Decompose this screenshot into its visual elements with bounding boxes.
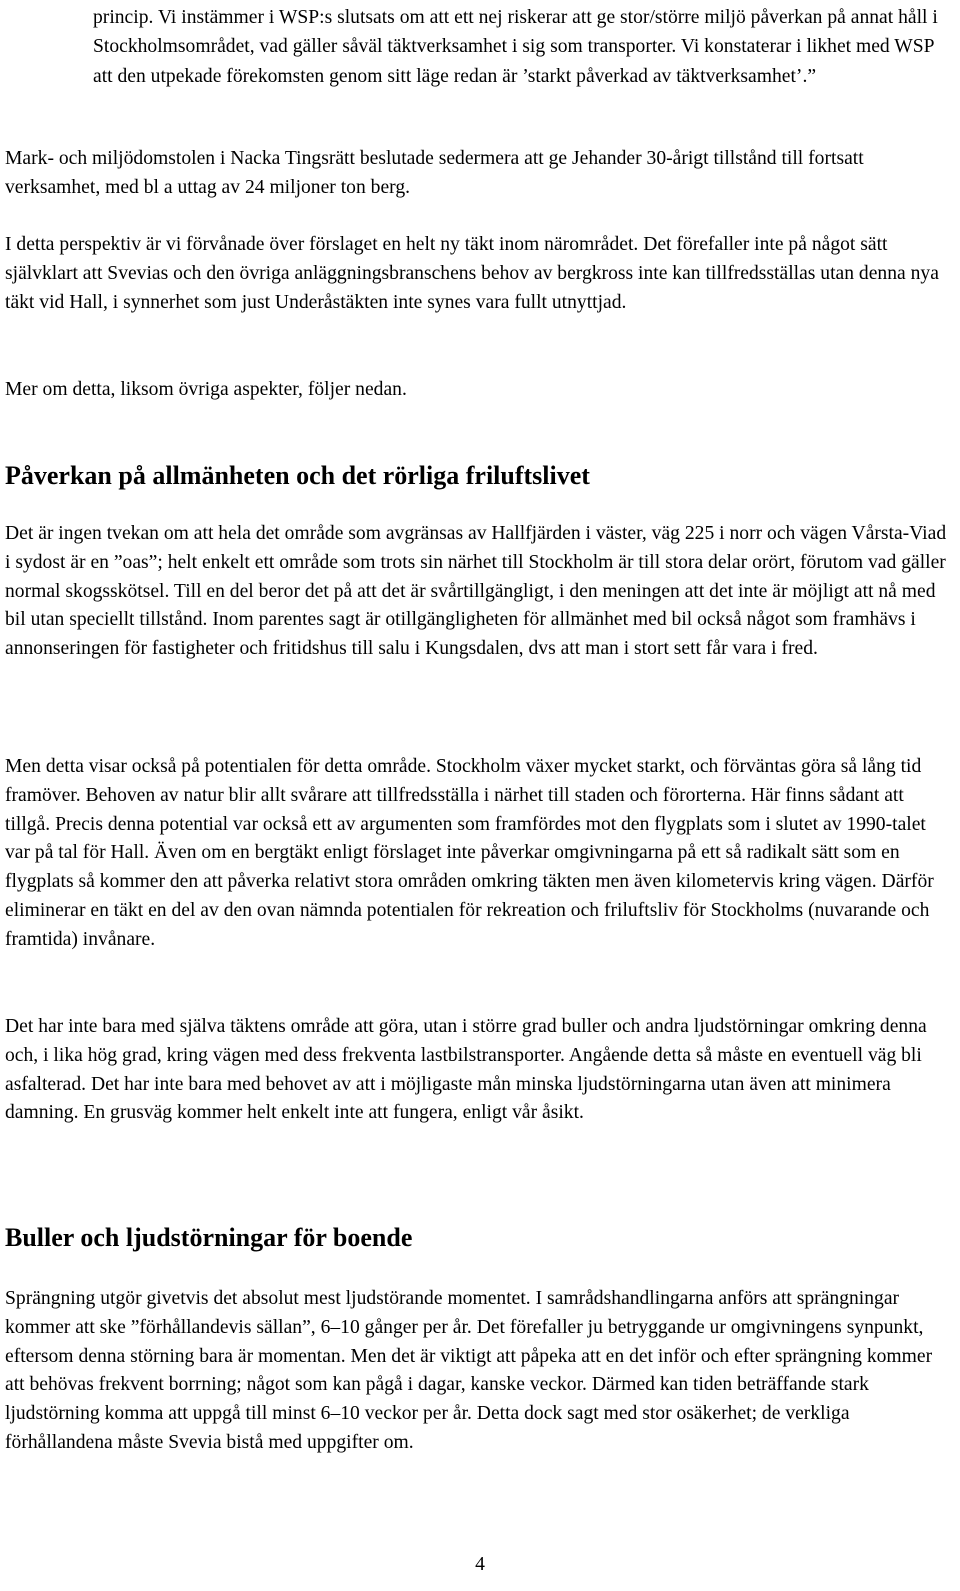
quote-paragraph: princip. Vi instämmer i WSP:s slutsats om att ett nej riskerar att ge stor/större miljö påverkan på annat håll i Stockholmsområdet, vad gäller såväl täktverksamhet i sig som transporter. Vi konstaterar i likhet med WSP att den utpekade förekomsten genom sitt läge redan är ’starkt påverkad av täktverksamhet’.” [93,7,938,87]
body-paragraph [5,376,953,405]
paragraph-blasting: Sprängning utgör givetvis det absolut mest ljudstörande momentet. I samrådshandlingarna anförs att sprängningar kommer att ske ”förhållandevis sällan”, 6–10 gånger per år. Det förefaller ju betryggande ur omgivningens synpunkt, eftersom denna störning bara är momentan. Men det är viktigt att påpeka att en det inför och efter sprängning kommer att behövas frekvent borrning; något som kan pågå i dagar, kanske veckor. Därmed kan tiden beträffande stark ljudstörning komma att uppgå till minst 6–10 veckor per år. Detta dock sagt med stor osäkerhet; de verkliga förhållandena måste Svevia bistå med uppgifter om. [5,1288,933,1453]
section-heading: Buller och ljudstörningar för boende [5,1223,413,1252]
section-heading: Påverkan på allmänheten och det rörliga friluftslivet [5,461,590,490]
body-paragraph [5,145,953,203]
paragraph-oasis: Det är ingen tvekan om att hela det område som avgränsas av Hallfjärden i väster, väg 225 i norr och vägen Vårsta-Viad i sydost är en ”oas”; helt enkelt ett område som trots sin närhet till Stockholm är till stora delar orört, förutom vad gäller normal skogsskötsel. Till en del beror det på att det är svårtillgängligt, i den meningen att det inte är möjligt att nå med bil utan speciellt tillstånd. Inom parentes sagt är otillgängligheten för allmänhet med bil också något som framhävs i annonseringen för fastigheter och fritidshus till salu i Kungsdalen, dvs att man i stort sett får vara i fred. [5,523,947,660]
paragraph-perspective: I detta perspektiv är vi förvånade över förslaget en helt ny täkt inom närområdet. Det förefaller inte på något sätt självklart att Svevias och den övriga anläggningsbranschens behov av bergkross inte kan tillfredsställas utan denna nya täkt vid Hall, i synnerhet som just Underåstäkten inte synes vara fullt utnyttjad. [5,234,939,313]
body-paragraph [5,520,953,664]
paragraph-potential: Men detta visar också på potentialen för detta område. Stockholm växer mycket starkt, och förväntas göra så lång tid framöver. Behoven av natur blir allt svårare att tillfredsställa i närhet till staden och förorterna. Här finns sådant att tillgå. Precis denna potential var också ett av argumenten som framfördes mot den flygplats som i slutet av 1990-talet var på tal för Hall. Även om en bergtäkt enligt förslaget inte påverkar omgivningarna på ett så radikalt sätt som en flygplats så kommer den att påverka relativt stora områden omkring täkten men även kilometervis kring vägen. Därför eliminerar en täkt en del av den ovan nämnda potentialen för rekreation och friluftsliv för Stockholms (nuvarande och framtida) invånare. [5,756,934,950]
body-paragraph [5,753,953,955]
body-paragraph [5,1013,953,1128]
body-paragraph [5,1285,953,1458]
paragraph-noise-road: Det har inte bara med själva täktens område att göra, utan i större grad buller och andra ljudstörningar omkring denna och, i lika hög grad, kring vägen med dess frekventa lastbilstransporter. Angående detta så måste en eventuell väg bli asfalterad. Det har inte bara med behovet av att i möjligaste mån minska ljudstörningarna utan även att minimera damning. En grusväg kommer helt enkelt inte att fungera, enligt vår åsikt. [5,1016,927,1124]
page-number: 4 [475,1554,485,1575]
paragraph-more-below: Mer om detta, liksom övriga aspekter, följer nedan. [5,379,407,400]
quoted-continuation [93,3,953,91]
paragraph-court-decision: Mark- och miljödomstolen i Nacka Tingsrätt beslutade sedermera att ge Jehander 30-årigt tillstånd till fortsatt verksamhet, med bl a uttag av 24 miljoner ton berg. [5,148,864,198]
body-paragraph [5,231,953,317]
